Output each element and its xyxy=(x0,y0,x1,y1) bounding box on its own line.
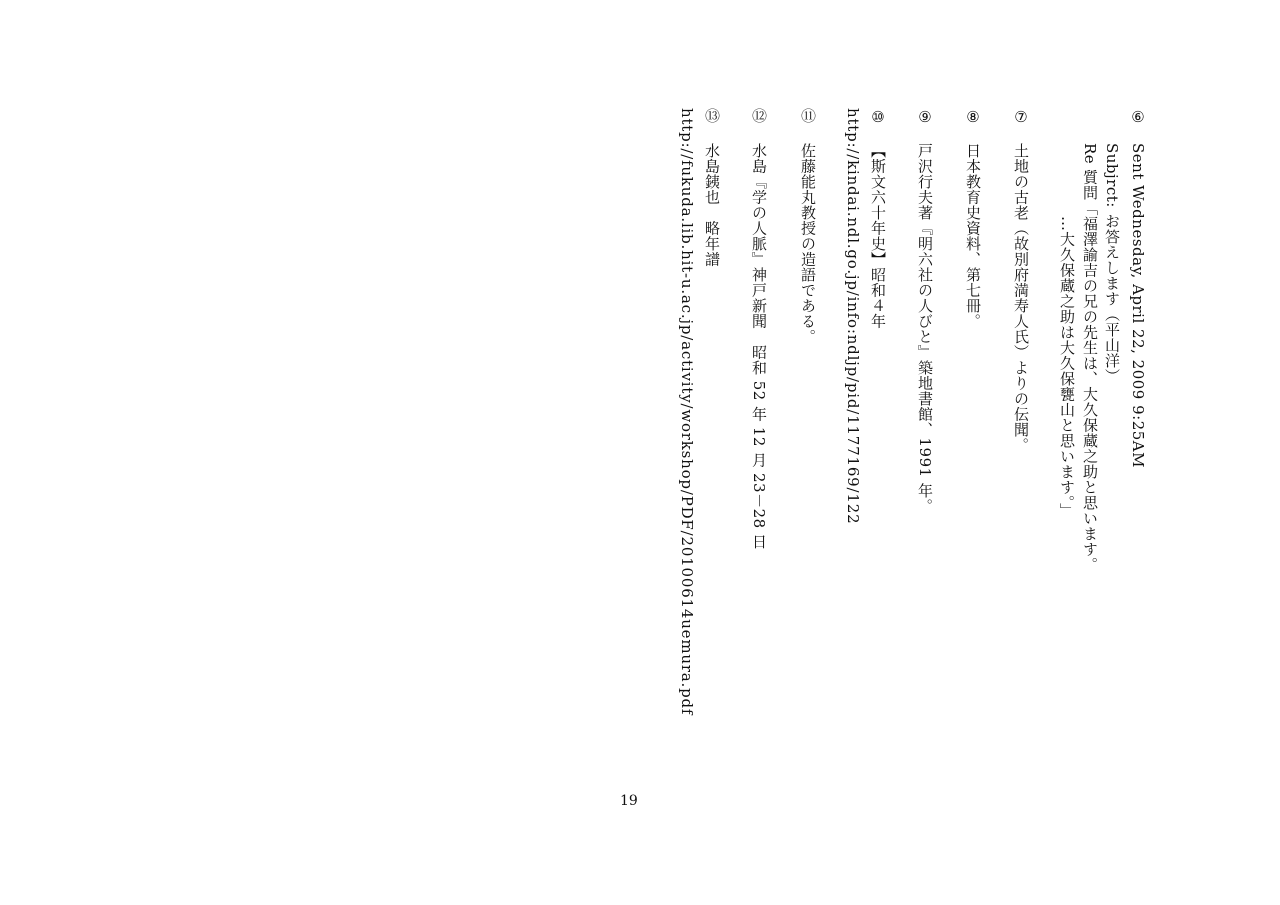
note-10-marker: ⑩ xyxy=(869,108,887,127)
note-13-line-1: 水島銕也 略年譜 xyxy=(703,143,721,267)
note-8-text: 日本教育史資料、第七冊。 xyxy=(964,143,982,329)
note-6-marker: ⑥ xyxy=(1129,108,1147,127)
note-8-marker: ⑧ xyxy=(964,108,982,127)
note-6-line-4: …大久保蔵之助は大久保甕山と思います。」 xyxy=(1058,216,1076,519)
note-12-text: 水島『学の人脈』神戸新聞 昭和 52 年 12 月 23－28 日 xyxy=(750,143,768,550)
note-10-line-1: 【斯文六十年史】昭和４年 xyxy=(869,143,887,329)
note-12-marker: ⑫ xyxy=(750,108,768,124)
note-6-line-3: Re 質問「福澤諭吉の兄の先生は、大久保蔵之助と思います。 xyxy=(1081,143,1099,573)
note-13-url[interactable]: http://fukuda.lib.hit-u.ac.jp/activity/workshop/PDF/20100614uemura.pdf xyxy=(678,108,696,716)
note-11-marker: ⑪ xyxy=(799,108,817,124)
note-11-text: 佐藤能丸教授の造語である。 xyxy=(799,143,817,345)
note-7-marker: ⑦ xyxy=(1012,108,1030,127)
note-10-url[interactable]: http://kindai.ndl.go.jp/info:ndljp/pid/1177169/122 xyxy=(844,108,862,525)
note-6-line-2: Subjrct: お答えします（平山洋） xyxy=(1103,143,1121,384)
page-number: 19 xyxy=(620,793,638,809)
note-13-marker: ⑬ xyxy=(703,108,721,124)
note-9-text: 戸沢行夫著『明六社の人びと』築地書館、1991 年。 xyxy=(916,143,934,514)
note-6-line-1: Sent Wednesday, April 22, 2009 9:25AM xyxy=(1129,143,1147,468)
note-9-marker: ⑨ xyxy=(916,108,934,127)
note-7-text: 土地の古老（故別府満寿人氏）よりの伝聞。 xyxy=(1012,143,1030,453)
